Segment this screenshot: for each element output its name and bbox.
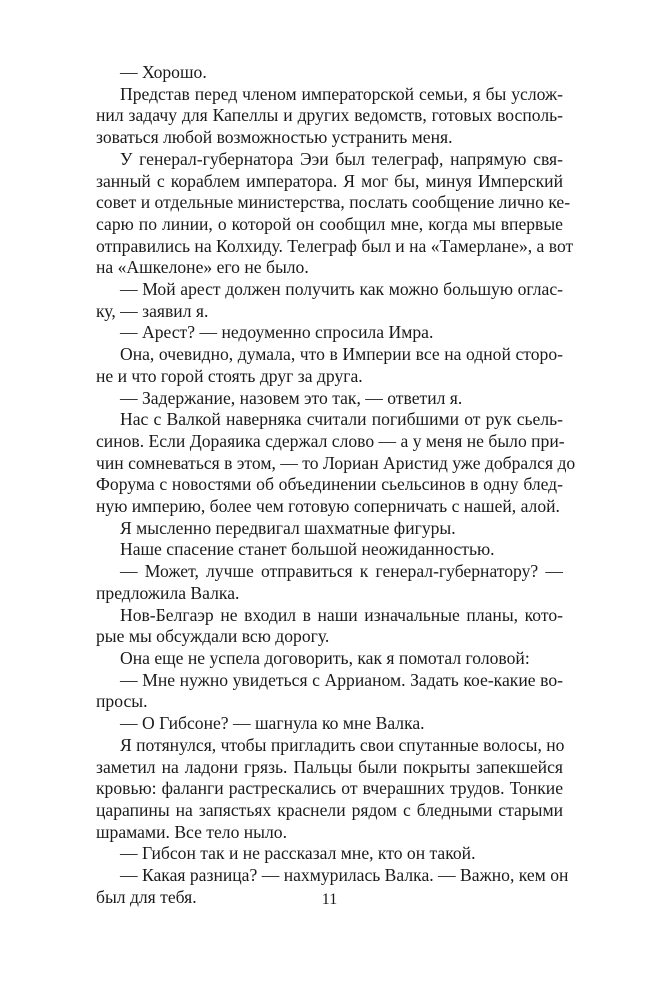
- text-line: — Задержание, назовем это так, — ответил я.: [120, 387, 463, 408]
- text-line: шрамами. Все тело ныло.: [96, 821, 287, 842]
- text-line: Нас с Валкой наверняка считали погибшими от рук сьель-: [120, 409, 563, 430]
- paragraph: [96, 388, 563, 410]
- paragraph: [96, 713, 563, 735]
- paragraph: [96, 409, 576, 518]
- text-line: не и что горой стоять друг за друга.: [96, 365, 363, 386]
- page-body: [96, 62, 576, 908]
- paragraph: [96, 605, 563, 648]
- paragraph: [96, 648, 563, 670]
- text-line: заметил на ладони грязь. Пальцы были покрыты запекшейся: [96, 756, 563, 777]
- text-line: кровью: фаланги растрескались от вчерашних трудов. Тонкие: [96, 778, 563, 799]
- text-line: Она, очевидно, думала, что в Империи все на одной сторо-: [120, 344, 563, 365]
- paragraph: [96, 279, 563, 322]
- text-line: Наше спасение станет большой неожиданностью.: [120, 539, 495, 560]
- text-line: — Хорошо.: [120, 62, 207, 82]
- text-line: ную империю, более чем готовую соперничать с нашей, алой.: [96, 496, 560, 517]
- text-line: предложила Валка.: [96, 582, 240, 603]
- text-line: Я мысленно передвигал шахматные фигуры.: [120, 517, 456, 538]
- text-line: Представ перед членом императорской семьи, я бы услож-: [120, 83, 563, 104]
- text-line: чин сомневаться в этом, — то Лориан Аристид уже добрался до: [96, 452, 576, 473]
- text-line: Нов-Белгаэр не входил в наши изначальные планы, кото-: [120, 604, 563, 625]
- text-line: — О Гибсоне? — шагнула ко мне Валка.: [120, 713, 425, 734]
- text-line: Я потянулся, чтобы пригладить свои спутанные волосы, но: [120, 734, 565, 755]
- text-line: — Может, лучше отправиться к генерал-губернатору? —: [120, 561, 563, 582]
- text-line: был для тебя.: [96, 886, 197, 907]
- text-line: ку, — заявил я.: [96, 300, 209, 321]
- text-line: рые мы обсуждали всю дорогу.: [96, 626, 330, 647]
- text-line: отправились на Колхиду. Телеграф был и на «Тамерлане», а вот: [96, 235, 574, 256]
- text-line: — Мой арест должен получить как можно большую оглас-: [120, 279, 563, 300]
- page-number: 11: [321, 891, 338, 908]
- paragraph: [96, 539, 563, 561]
- text-line: сарю по линии, о которой он сообщил мне, когда мы впервые: [96, 213, 563, 234]
- text-line: — Какая разница? — нахмурилась Валка. — Важно, кем он: [120, 865, 569, 886]
- paragraph: [96, 84, 563, 149]
- paragraph: [96, 843, 563, 865]
- text-line: зоваться любой возможностью устранить меня.: [96, 127, 453, 148]
- text-line: синов. Если Дораяика сдержал слово — а у меня не было при-: [96, 430, 565, 451]
- text-line: царапины на запястьях краснели рядом с бледными старыми: [96, 799, 563, 820]
- paragraph: [96, 344, 563, 387]
- text-line: нил задачу для Капеллы и других ведомств, готовых восполь-: [96, 105, 563, 126]
- text-line: — Арест? — недоуменно спросила Имра.: [120, 322, 434, 343]
- paragraph: [96, 670, 563, 713]
- text-line: Она еще не успела договорить, как я помотал головой:: [120, 647, 530, 668]
- text-line: занный с кораблем императора. Я мог бы, минуя Имперский: [96, 170, 563, 191]
- paragraph: [96, 735, 563, 844]
- text-line: совет и отдельные министерства, послать сообщение лично ке-: [96, 192, 571, 213]
- text-line: У генерал-губернатора Ээи был телеграф, напрямую свя-: [120, 148, 563, 169]
- text-line: просы.: [96, 691, 148, 712]
- text-line: на «Ашкелоне» его не было.: [96, 257, 309, 278]
- paragraph: [96, 148, 574, 279]
- text-line: — Мне нужно увидеться с Аррианом. Задать кое-какие во-: [120, 669, 563, 690]
- paragraph: [96, 561, 563, 604]
- paragraph: [96, 518, 563, 540]
- text-line: Форума с новостями об объединении сьельсинов в одну блед-: [96, 474, 563, 495]
- text-line: — Гибсон так и не рассказал мне, кто он такой.: [120, 843, 476, 864]
- paragraph: [96, 62, 563, 84]
- paragraph: [96, 322, 563, 344]
